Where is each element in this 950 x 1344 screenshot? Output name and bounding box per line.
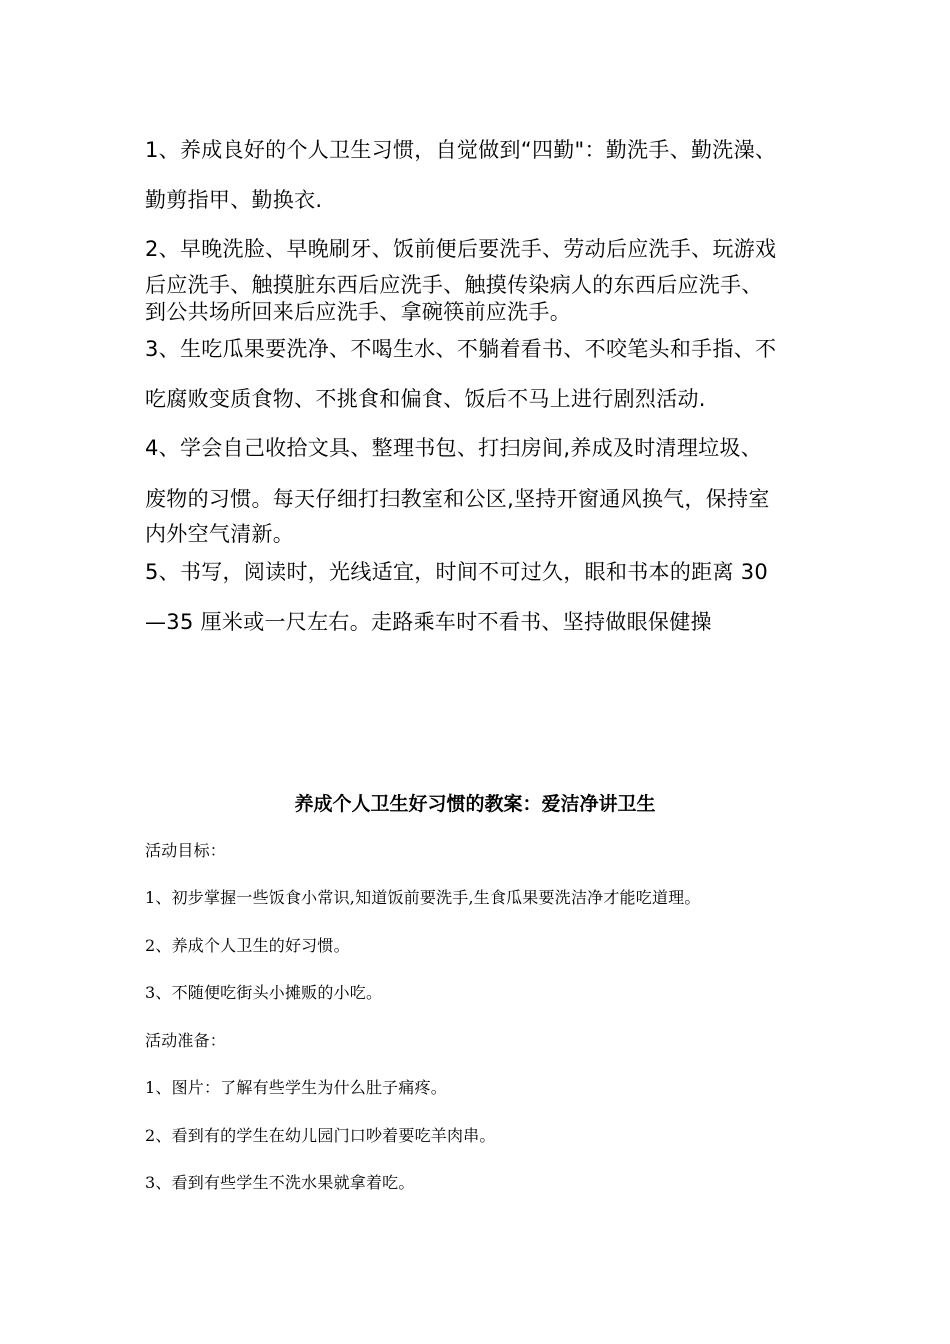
habit-1-line-1: 1、养成良好的个人卫生习惯，自觉做到“四勤"：勤洗手、勤洗澡、 bbox=[145, 138, 777, 162]
habit-1-line-2: 勤剪指甲、勤换衣. bbox=[145, 188, 323, 212]
goal-item-1: 1、初步掌握一些饭食小常识,知道饭前要洗手,生食瓜果要洗洁净才能吃道理。 bbox=[145, 888, 701, 907]
prep-item-3: 3、看到有些学生不洗水果就拿着吃。 bbox=[145, 1173, 415, 1192]
goals-heading: 活动目标： bbox=[145, 841, 227, 860]
prep-item-2: 2、看到有的学生在幼儿园门口吵着要吃羊肉串。 bbox=[145, 1126, 496, 1145]
habit-4-line-1: 4、学会自己收拾文具、整理书包、打扫房间,养成及时清理垃圾、 bbox=[145, 436, 763, 460]
habit-3-line-1: 3、生吃瓜果要洗净、不喝生水、不躺着看书、不咬笔头和手指、不 bbox=[145, 337, 777, 361]
habit-2-line-3: 到公共场所回来后应洗手、拿碗筷前应洗手。 bbox=[145, 300, 571, 324]
habit-2-line-1: 2、早晚洗脸、早晚刷牙、饭前便后要洗手、劳动后应洗手、玩游戏 bbox=[145, 237, 777, 261]
habit-4-line-3: 内外空气清新。 bbox=[145, 522, 295, 546]
habit-5-line-2: —35 厘米或一尺左右。走路乘车时不看书、坚持做眼保健操 bbox=[145, 610, 712, 634]
lesson-title: 养成个人卫生好习惯的教案：爱洁净讲卫生 bbox=[294, 793, 656, 815]
prep-heading: 活动准备： bbox=[145, 1031, 227, 1050]
goal-item-2: 2、养成个人卫生的好习惯。 bbox=[145, 936, 350, 955]
goal-item-3: 3、不随便吃街头小摊贩的小吃。 bbox=[145, 983, 383, 1002]
habit-3-line-2: 吃腐败变质食物、不挑食和偏食、饭后不马上进行剧烈活动. bbox=[145, 387, 706, 411]
habit-4-line-2: 废物的习惯。每天仔细打扫教室和公区,坚持开窗通风换气，保持室 bbox=[145, 487, 770, 511]
habit-5-line-1: 5、书写，阅读时，光线适宜，时间不可过久，眼和书本的距离 30 bbox=[145, 560, 769, 584]
prep-item-1: 1、图片：了解有些学生为什么肚子痛疼。 bbox=[145, 1078, 447, 1097]
habit-2-line-2: 后应洗手、触摸脏东西后应洗手、触摸传染病人的东西后应洗手、 bbox=[145, 273, 763, 297]
